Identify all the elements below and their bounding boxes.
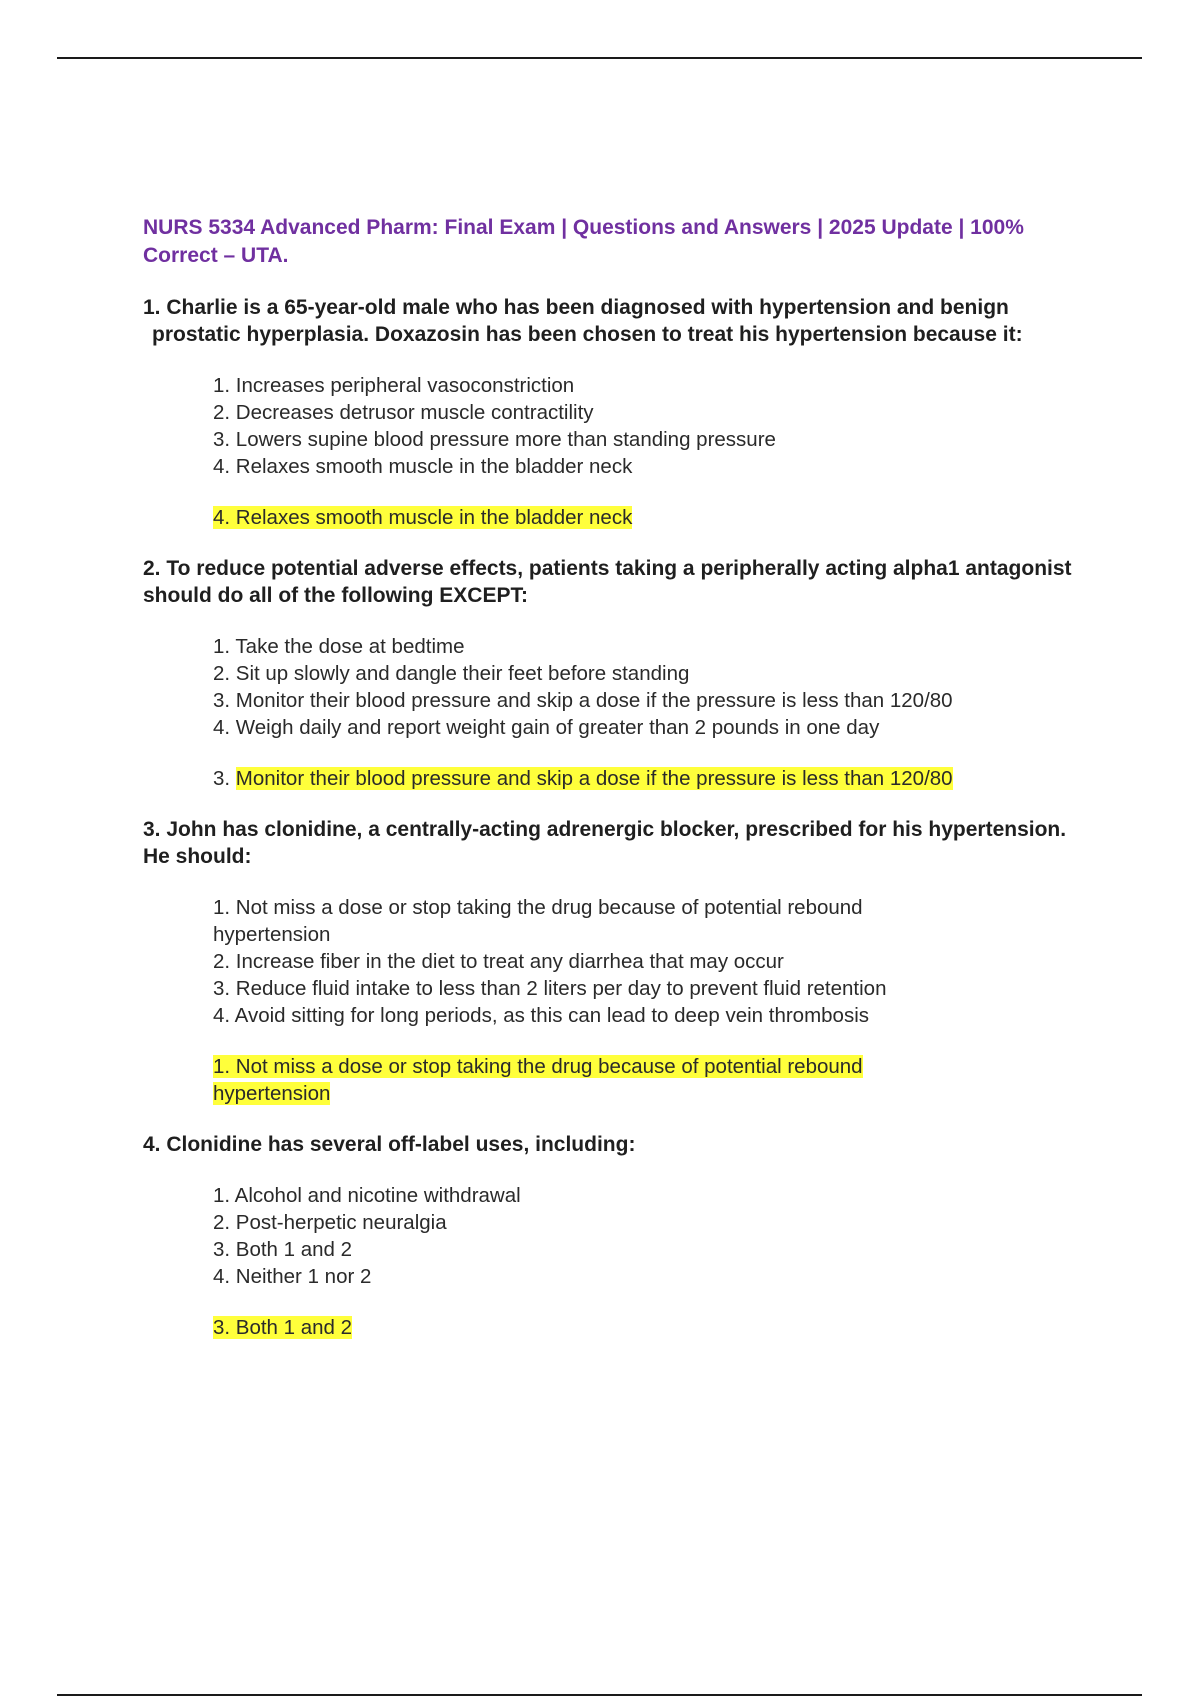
question-stem: 4. Clonidine has several off-label uses, including: <box>143 1133 636 1156</box>
option-item: 3. Reduce fluid intake to less than 2 liters per day to prevent fluid retention <box>213 977 887 1000</box>
answer-options <box>213 633 1073 741</box>
answer-options <box>213 894 1073 1029</box>
highlighted-answer: 1. Not miss a dose or stop taking the drug because of potential rebound hypertension <box>213 1055 863 1105</box>
answer-options <box>213 372 1073 480</box>
question-2 <box>143 555 1073 792</box>
answer-prefix: 3. <box>213 767 236 790</box>
correct-answer <box>213 765 993 792</box>
correct-answer <box>213 1053 973 1107</box>
option-item: 2. Increase fiber in the diet to treat any diarrhea that may occur <box>213 950 784 973</box>
option-item: 1. Take the dose at bedtime <box>213 635 465 658</box>
option-item: 4. Neither 1 nor 2 <box>213 1265 372 1288</box>
option-item: 2. Sit up slowly and dangle their feet before standing <box>213 662 690 685</box>
highlighted-answer: 4. Relaxes smooth muscle in the bladder neck <box>213 506 633 529</box>
page-bottom-rule <box>57 1694 1142 1696</box>
option-item: 2. Post-herpetic neuralgia <box>213 1211 447 1234</box>
question-4 <box>143 1131 1073 1341</box>
correct-answer <box>213 1314 993 1341</box>
correct-answer <box>213 504 993 531</box>
option-item: 3. Both 1 and 2 <box>213 1238 353 1261</box>
document-body <box>143 214 1073 1365</box>
question-3 <box>143 816 1073 1107</box>
option-item: 4. Avoid sitting for long periods, as this can lead to deep vein thrombosis <box>213 1004 870 1027</box>
option-item: 1. Increases peripheral vasoconstriction <box>213 374 575 397</box>
page-top-rule <box>57 57 1142 59</box>
option-item: 4. Weigh daily and report weight gain of greater than 2 pounds in one day <box>213 716 880 739</box>
highlighted-answer: Monitor their blood pressure and skip a dose if the pressure is less than 120/80 <box>235 767 953 790</box>
question-1 <box>143 294 1073 531</box>
option-item: 3. Monitor their blood pressure and skip a dose if the pressure is less than 120/80 <box>213 689 953 712</box>
option-item: 4. Relaxes smooth muscle in the bladder neck <box>213 455 633 478</box>
question-stem: 2. To reduce potential adverse effects, patients taking a peripherally acting alpha1 antagonist should do all of the following EXCEPT: <box>143 557 1072 607</box>
option-item: 2. Decreases detrusor muscle contractility <box>213 401 594 424</box>
option-item: 1. Alcohol and nicotine withdrawal <box>213 1184 521 1207</box>
question-stem: 3. John has clonidine, a centrally-acting adrenergic blocker, prescribed for his hypertension. He should: <box>143 818 1067 868</box>
question-stem: 1. Charlie is a 65-year-old male who has been diagnosed with hypertension and benign prostatic hyperplasia. Doxazosin has been chosen to treat his hypertension because it: <box>143 296 1023 346</box>
option-item: 1. Not miss a dose or stop taking the drug because of potential rebound hypertension <box>213 896 863 946</box>
option-item: 3. Lowers supine blood pressure more than standing pressure <box>213 428 776 451</box>
highlighted-answer: 3. Both 1 and 2 <box>213 1316 353 1339</box>
answer-options <box>213 1182 1073 1290</box>
document-title: NURS 5334 Advanced Pharm: Final Exam | Questions and Answers | 2025 Update | 100% Correct – UTA. <box>143 216 1024 267</box>
